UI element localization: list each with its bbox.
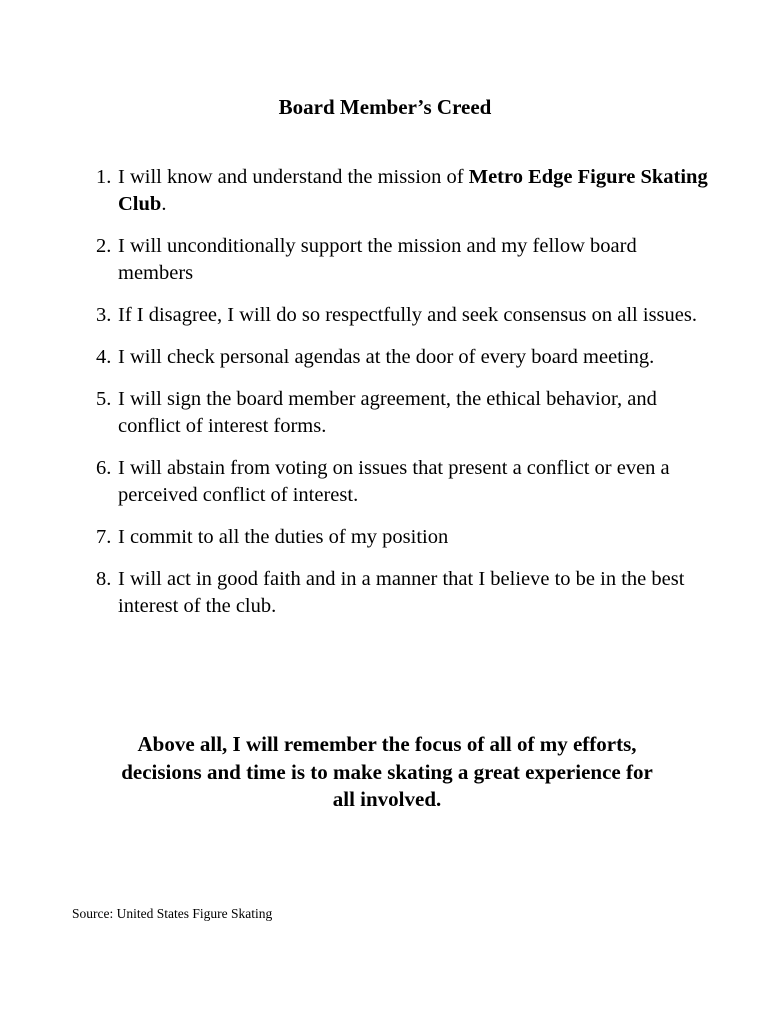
list-item bbox=[93, 233, 713, 287]
source-note: Source: United States Figure Skating bbox=[72, 906, 273, 921]
item-text: I will abstain from voting on issues that present a conflict or even a perceived conflict of interest. bbox=[118, 457, 670, 506]
item-text: I will unconditionally support the mission and my fellow board members bbox=[118, 235, 637, 284]
item-number: 1. bbox=[96, 166, 112, 188]
list-item bbox=[93, 386, 713, 440]
list-item bbox=[93, 455, 713, 509]
list-item bbox=[93, 164, 713, 218]
item-number: 2. bbox=[96, 235, 112, 257]
item-number: 8. bbox=[96, 568, 112, 590]
item-text: I commit to all the duties of my position bbox=[118, 526, 449, 548]
item-number: 7. bbox=[96, 526, 112, 548]
item-number: 5. bbox=[96, 388, 112, 410]
list-item bbox=[93, 524, 713, 551]
closing-statement: Above all, I will remember the focus of all of my efforts, decisions and time is to make skating a great experience for all involved. bbox=[121, 732, 653, 811]
item-number: 6. bbox=[96, 457, 112, 479]
item-text-part: I will know and understand the mission of bbox=[118, 166, 469, 188]
item-text: I will check personal agendas at the door of every board meeting. bbox=[118, 346, 655, 368]
item-text: If I disagree, I will do so respectfully and seek consensus on all issues. bbox=[118, 304, 697, 326]
item-number: 3. bbox=[96, 304, 112, 326]
list-item bbox=[93, 344, 713, 371]
item-text: I will act in good faith and in a manner that I believe to be in the best interest of the club. bbox=[118, 568, 685, 617]
club-name: Metro Edge Figure Skating Club bbox=[118, 166, 708, 215]
item-text: I will sign the board member agreement, the ethical behavior, and conflict of interest forms. bbox=[118, 388, 657, 437]
list-item bbox=[93, 566, 713, 620]
item-text-part: . bbox=[161, 193, 167, 215]
item-number: 4. bbox=[96, 346, 112, 368]
creed-list bbox=[93, 164, 713, 635]
item-text bbox=[118, 164, 713, 218]
list-item bbox=[93, 302, 713, 329]
page-title: Board Member’s Creed bbox=[278, 95, 492, 119]
